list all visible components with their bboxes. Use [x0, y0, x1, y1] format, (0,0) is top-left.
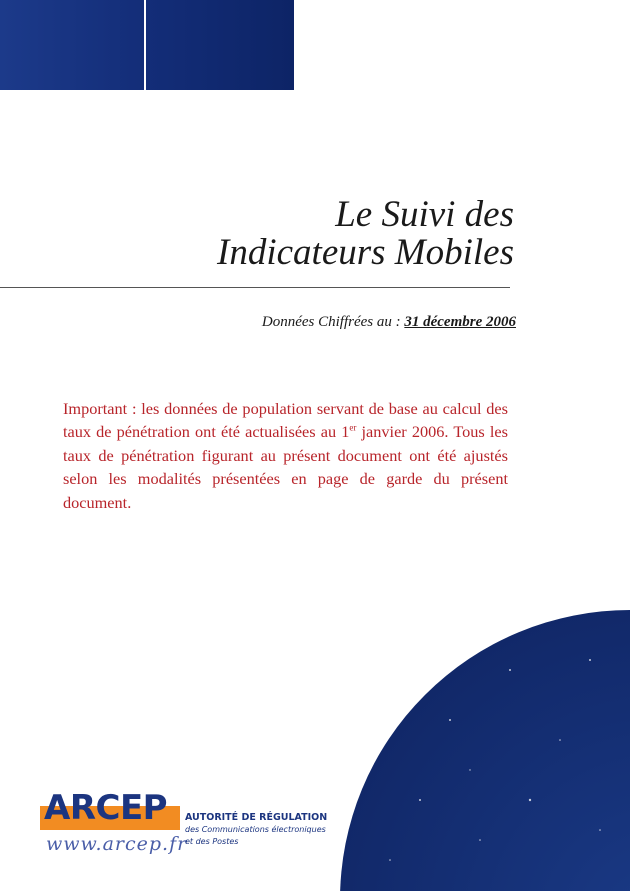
data-date-line	[262, 314, 516, 331]
notice-text-part2: janvier 2006. Tous les taux de pénétration figurant au présent document ont été ajustés selon les modalités présentées en page de garde du présent document.	[63, 422, 508, 512]
document-title	[134, 196, 514, 272]
title-rule	[0, 287, 510, 288]
authority-line-1: AUTORITÉ DE RÉGULATION	[185, 812, 328, 823]
title-line-1: Le Suivi des	[335, 194, 514, 235]
logo-url[interactable]: www.arcep.fr	[46, 833, 188, 855]
arcep-logo[interactable]	[40, 788, 328, 860]
authority-line-3: et des Postes	[185, 837, 239, 846]
notice-text-part1: Important : les données de population servant de base au calcul des taux de pénétration ont été actualisées au 1	[63, 399, 508, 442]
notice-superscript: er	[349, 422, 357, 433]
logo-authority	[185, 812, 328, 848]
authority-line-2: des Communications électroniques	[185, 825, 326, 834]
data-date-value: 31 décembre 2006	[404, 314, 516, 330]
globe-graphic	[330, 600, 630, 891]
globe-disc	[340, 610, 630, 891]
logo-wordmark	[40, 790, 180, 828]
important-notice	[63, 397, 508, 514]
header-banner	[0, 0, 294, 90]
data-date-label: Données Chiffrées au :	[261, 314, 405, 330]
title-line-2: Indicateurs Mobiles	[217, 232, 514, 273]
logo-name: ARCEP	[44, 788, 168, 828]
banner-divider	[144, 0, 146, 90]
